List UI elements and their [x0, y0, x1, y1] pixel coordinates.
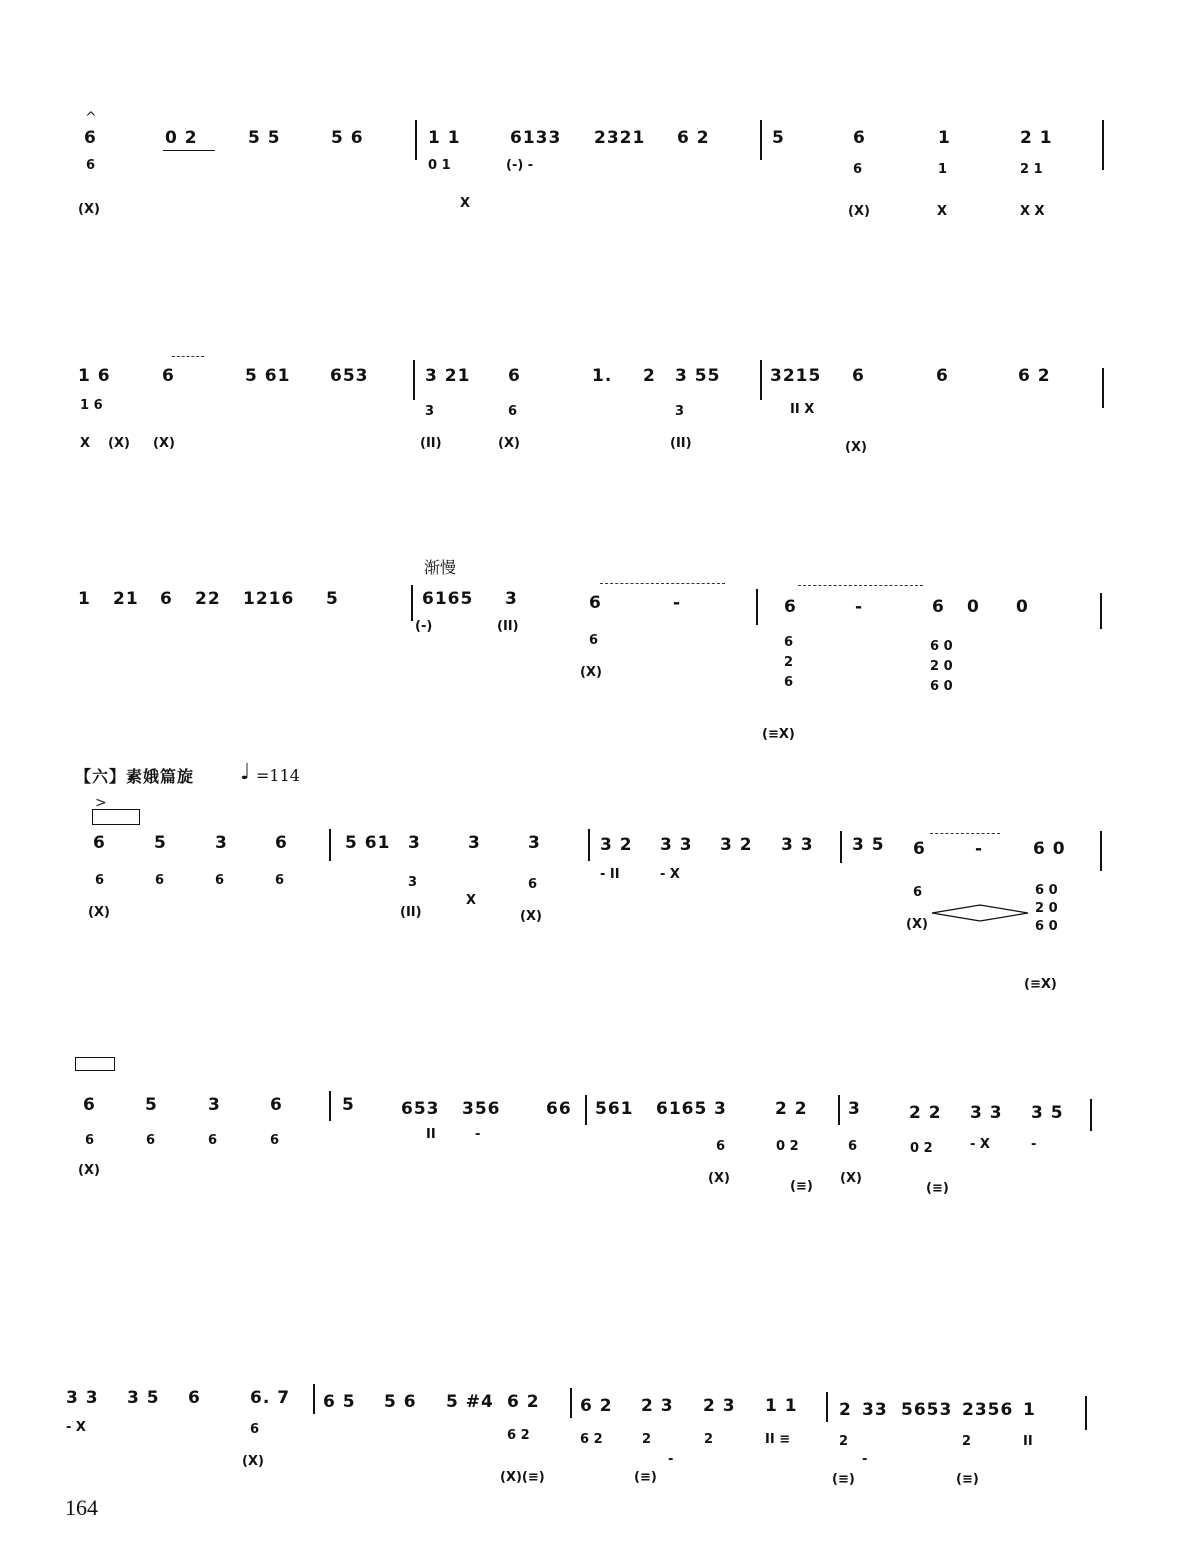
note: 2 2 — [909, 1103, 942, 1123]
perc: 2 1 — [1020, 162, 1043, 177]
perc: (X) — [498, 436, 520, 451]
perc: 6 — [848, 1139, 858, 1154]
accent-mark: > — [95, 795, 107, 811]
perc: - X — [970, 1137, 990, 1152]
perc: (II) — [400, 905, 422, 920]
note: 6 — [932, 597, 945, 617]
perc: - X — [66, 1420, 86, 1435]
note: 6 — [589, 593, 602, 613]
note: 3 — [208, 1095, 221, 1115]
perc: (X) — [242, 1454, 264, 1469]
note: 1. — [592, 366, 613, 386]
bar-line — [411, 585, 413, 621]
note: 3 2 — [600, 835, 633, 855]
note: 3 3 — [66, 1388, 99, 1408]
note: 21 — [113, 589, 139, 609]
staff-system-5 — [0, 1055, 1184, 1205]
note: 3 — [505, 589, 518, 609]
note: 3 5 — [852, 835, 885, 855]
bar-line — [826, 1392, 828, 1422]
perc: 3 — [425, 404, 435, 419]
note: 66 — [546, 1099, 572, 1119]
perc: 6 — [85, 1133, 95, 1148]
perc: II — [1023, 1434, 1033, 1449]
note: 6133 — [510, 128, 562, 148]
note: 3 2 — [720, 835, 753, 855]
note: 2356 — [962, 1400, 1014, 1420]
perc: 6 — [716, 1139, 726, 1154]
perc: (≡X) — [1024, 977, 1057, 992]
perc: (X) — [108, 436, 130, 451]
perc: (≡) — [634, 1470, 657, 1485]
bar-line — [760, 360, 762, 400]
note: 0 — [1016, 597, 1029, 617]
note: 356 — [462, 1099, 501, 1119]
note: 2 3 — [641, 1396, 674, 1416]
note: 6 0 — [1033, 839, 1066, 859]
perc: 1 — [938, 162, 948, 177]
note: 2 1 — [1020, 128, 1053, 148]
section-title: 【六】素娥篇旋 — [75, 767, 195, 786]
note: 2 — [839, 1400, 852, 1420]
note: 6 — [784, 597, 797, 617]
staff-system-1 — [0, 110, 1184, 230]
perc: - — [1031, 1137, 1037, 1152]
note: 3 — [215, 833, 228, 853]
perc: 6 — [270, 1133, 280, 1148]
perc: 6 — [589, 633, 599, 648]
note: 3 3 — [970, 1103, 1003, 1123]
perc: 0 2 — [776, 1139, 799, 1154]
note: 3 — [528, 833, 541, 853]
perc: (-) — [415, 619, 433, 634]
note: 6 — [93, 833, 106, 853]
perc: 6 — [853, 162, 863, 177]
perc: (≡) — [832, 1472, 855, 1487]
perc: (X) — [708, 1171, 730, 1186]
staff-system-6 — [0, 1360, 1184, 1500]
note: 5 61 — [245, 366, 291, 386]
bar-line — [413, 360, 415, 400]
bar-line — [570, 1388, 572, 1418]
tremolo-dashes — [172, 356, 204, 357]
note: 3215 — [770, 366, 822, 386]
tempo-marking: 渐慢 — [424, 558, 457, 577]
note: 561 — [595, 1099, 634, 1119]
perc: 6 0 — [930, 679, 953, 694]
note: 6 2 — [580, 1396, 613, 1416]
perc: (X)(≡) — [500, 1470, 545, 1485]
note: 5 — [145, 1095, 158, 1115]
staff-system-4 — [0, 795, 1184, 1005]
bar-line — [1100, 593, 1102, 629]
note: 6165 — [656, 1099, 708, 1119]
perc: (≡) — [790, 1179, 813, 1194]
perc: 0 1 — [428, 158, 451, 173]
note: 6 — [160, 589, 173, 609]
perc: 6 — [215, 873, 225, 888]
note: 6. 7 — [250, 1388, 291, 1408]
perc: 2 — [839, 1434, 849, 1449]
note: 3 3 — [660, 835, 693, 855]
note: 5 5 — [248, 128, 281, 148]
note: 6 — [508, 366, 521, 386]
note: 6 — [83, 1095, 96, 1115]
quarter-note-icon: ♩ — [240, 760, 251, 785]
note: 6 2 — [677, 128, 710, 148]
bar-line — [1100, 831, 1102, 871]
note: - — [975, 839, 984, 859]
bar-line — [585, 1095, 587, 1125]
perc: II X — [790, 402, 815, 417]
bar-line — [415, 120, 417, 160]
perc: 1 6 — [80, 398, 103, 413]
note: 0 — [967, 597, 980, 617]
beam — [163, 150, 215, 151]
bar-line — [588, 829, 590, 861]
perc: X X — [1020, 204, 1045, 219]
note: 0 2 — [165, 128, 198, 148]
perc: 3 — [408, 875, 418, 890]
note: 3 — [468, 833, 481, 853]
note: 1 — [78, 589, 91, 609]
perc: X — [466, 893, 477, 908]
perc: 6 — [784, 675, 794, 690]
perc: 6 — [208, 1133, 218, 1148]
note: 33 — [862, 1400, 888, 1420]
bar-line — [329, 829, 331, 861]
perc: II — [426, 1127, 436, 1142]
perc: 6 — [784, 635, 794, 650]
perc: II ≡ — [765, 1432, 791, 1447]
note: - — [673, 593, 682, 613]
note: 2 3 — [703, 1396, 736, 1416]
perc: 2 — [962, 1434, 972, 1449]
hairpin-icon — [930, 903, 1030, 923]
note: 2321 — [594, 128, 646, 148]
perc: 6 — [913, 885, 923, 900]
boxed-tremolo — [75, 1057, 115, 1071]
perc: 6 — [155, 873, 165, 888]
note: 6 5 — [323, 1392, 356, 1412]
note: 5 — [772, 128, 785, 148]
perc: X — [460, 196, 471, 211]
perc: (≡) — [926, 1181, 949, 1196]
perc: 2 0 — [1035, 901, 1058, 916]
note: 1216 — [243, 589, 295, 609]
note: 1 1 — [428, 128, 461, 148]
perc: - II — [600, 867, 620, 882]
perc: 6 0 — [1035, 919, 1058, 934]
bar-line — [838, 1095, 840, 1125]
perc: 0 2 — [910, 1141, 933, 1156]
boxed-tremolo — [92, 809, 140, 825]
note: 6165 — [422, 589, 474, 609]
perc: 6 2 — [507, 1428, 530, 1443]
perc: 2 — [642, 1432, 652, 1447]
note: 3 — [408, 833, 421, 853]
tremolo-dashes — [930, 833, 1000, 834]
note: 6 2 — [507, 1392, 540, 1412]
note: 5 61 — [345, 833, 391, 853]
note: 3 — [714, 1099, 727, 1119]
note: 5 6 — [384, 1392, 417, 1412]
staff-system-3 — [0, 555, 1184, 755]
perc: (-) - — [506, 158, 534, 173]
note: 6 — [852, 366, 865, 386]
note: 6 — [270, 1095, 283, 1115]
bar-line — [1085, 1396, 1087, 1430]
perc: 6 0 — [1035, 883, 1058, 898]
perc: 2 — [704, 1432, 714, 1447]
section-heading — [0, 760, 1184, 790]
perc: 3 — [675, 404, 685, 419]
note: 5653 — [901, 1400, 953, 1420]
note: 6 — [84, 128, 97, 148]
perc: X — [80, 436, 91, 451]
note: 6 — [913, 839, 926, 859]
perc: 6 — [250, 1422, 260, 1437]
note: 3 21 — [425, 366, 471, 386]
perc: 6 — [95, 873, 105, 888]
perc: (X) — [88, 905, 110, 920]
perc: 6 2 — [580, 1432, 603, 1447]
perc: - — [475, 1127, 481, 1142]
note: 5 6 — [331, 128, 364, 148]
note: 5 — [154, 833, 167, 853]
bar-line — [1102, 368, 1104, 408]
perc: (X) — [78, 1163, 100, 1178]
bar-line — [1090, 1099, 1092, 1131]
note: 6 — [936, 366, 949, 386]
tremolo-dashes — [600, 583, 725, 584]
perc: 2 0 — [930, 659, 953, 674]
perc: - X — [660, 867, 680, 882]
note: 1 1 — [765, 1396, 798, 1416]
perc: (X) — [580, 665, 602, 680]
note: 653 — [401, 1099, 440, 1119]
note: 2 — [643, 366, 656, 386]
bar-line — [760, 120, 762, 160]
perc: (X) — [848, 204, 870, 219]
note: 5 — [342, 1095, 355, 1115]
note: 1 — [1023, 1400, 1036, 1420]
accent-mark: ^ — [85, 110, 97, 126]
tremolo-dashes — [798, 585, 923, 586]
staff-system-2 — [0, 350, 1184, 470]
note: 653 — [330, 366, 369, 386]
bar-line — [329, 1091, 331, 1121]
perc: 6 0 — [930, 639, 953, 654]
note: 3 5 — [127, 1388, 160, 1408]
bar-line — [313, 1384, 315, 1414]
note: - — [855, 597, 864, 617]
perc: 6 — [86, 158, 96, 173]
note: 6 — [275, 833, 288, 853]
perc: 6 — [528, 877, 538, 892]
perc: (X) — [520, 909, 542, 924]
perc: (≡) — [956, 1472, 979, 1487]
perc: - — [668, 1452, 674, 1467]
tempo-value: =114 — [256, 766, 300, 785]
perc: (II) — [670, 436, 692, 451]
note: 3 3 — [781, 835, 814, 855]
perc: (X) — [845, 440, 867, 455]
perc: (II) — [497, 619, 519, 634]
perc: 2 — [784, 655, 794, 670]
note: 1 — [938, 128, 951, 148]
note: 1 6 — [78, 366, 111, 386]
note: 6 — [162, 366, 175, 386]
perc: (II) — [420, 436, 442, 451]
perc: (X) — [906, 917, 928, 932]
perc: X — [937, 204, 948, 219]
note: 6 — [853, 128, 866, 148]
bar-line — [756, 589, 758, 625]
note: 22 — [195, 589, 221, 609]
bar-line — [1102, 120, 1104, 170]
note: 3 — [848, 1099, 861, 1119]
perc: 6 — [146, 1133, 156, 1148]
note: 5 #4 — [446, 1392, 494, 1412]
page-number: 164 — [65, 1495, 98, 1520]
perc: (≡X) — [762, 727, 795, 742]
note: 2 2 — [775, 1099, 808, 1119]
note: 3 5 — [1031, 1103, 1064, 1123]
perc: 6 — [508, 404, 518, 419]
note: 6 — [188, 1388, 201, 1408]
note: 5 — [326, 589, 339, 609]
note: 6 2 — [1018, 366, 1051, 386]
note: 3 55 — [675, 366, 721, 386]
perc: (X) — [78, 202, 100, 217]
bar-line — [840, 831, 842, 863]
perc: (X) — [840, 1171, 862, 1186]
perc: (X) — [153, 436, 175, 451]
perc: - — [862, 1452, 868, 1467]
perc: 6 — [275, 873, 285, 888]
